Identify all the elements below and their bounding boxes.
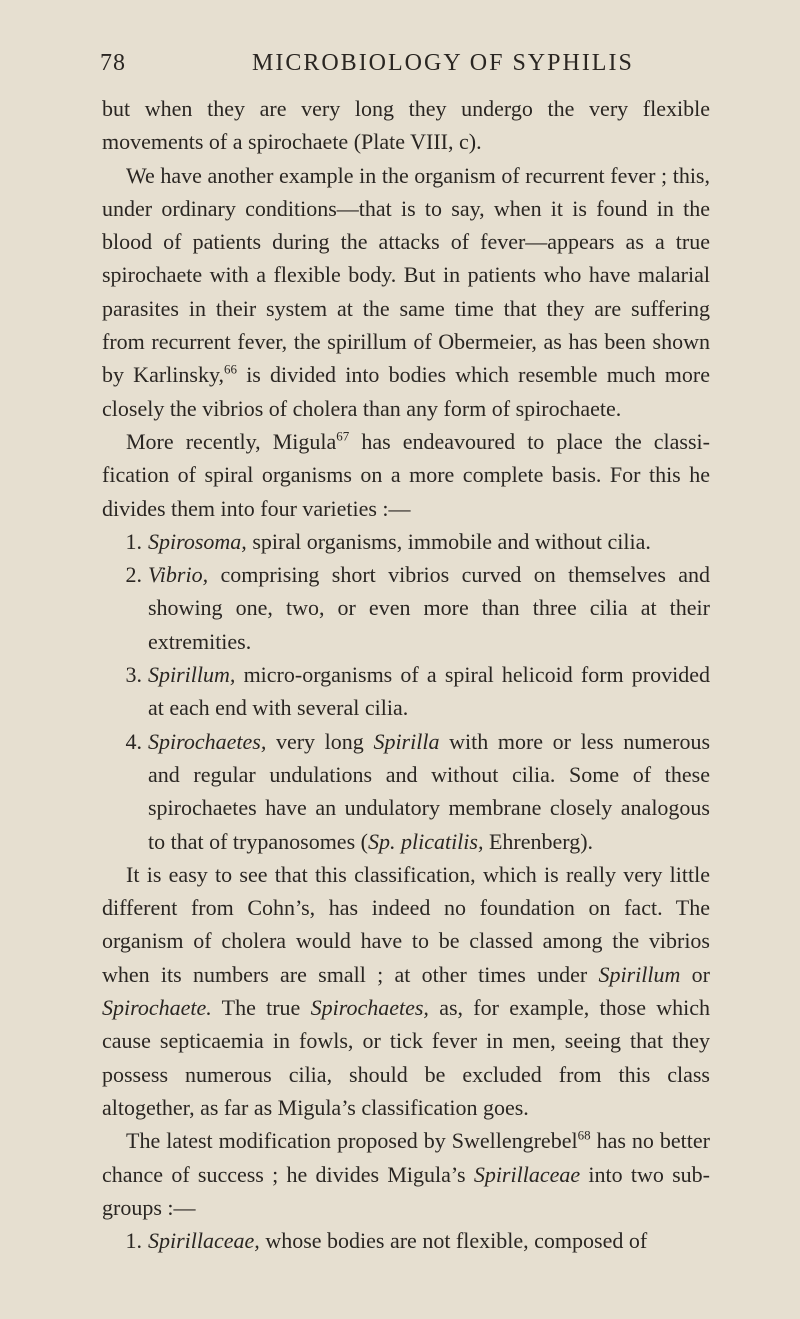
paragraph-1: but when they are very long they undergo the very flexible movements of a spirochaete (Plate VIII, c). [102, 96, 710, 155]
list-item-3: 3. Spirillum, micro-organisms of a spiral helicoid form provided at each end with several cilia. [125, 662, 710, 721]
footnote-ref-68: 68 [577, 1127, 591, 1143]
page-number: 78 [100, 50, 126, 76]
page-body [102, 92, 710, 1257]
running-head: MICROBIOLOGY OF SYPHILIS [252, 50, 634, 76]
footnote-ref-67: 67 [336, 428, 350, 444]
paragraph-4: It is easy to see that this classification, which is really very little different from Cohn’s, has indeed no foundation on fact. The organism of cholera would have to be classed among the vibrios when its numbers are small ; at other times under Spirillum or Spirochaete. The true Spirochaetes, as, for example, those which cause septicaemia in fowls, or tick fever in men, seeing that they possess numerous cilia, should be excluded from this class altogether, as far as Migula’s classification goes. [102, 861, 711, 1120]
list-item-2: 2. Vibrio, comprising short vibrios curved on themselves and showing one, two, or even more than three cilia at their extremities. [125, 562, 710, 654]
list-item-1: 1. Spirosoma, spiral organisms, immobile and without cilia. [125, 528, 651, 554]
paragraph-5: The latest modification proposed by Swellengrebel$^{68}$ has no better chance of success ; he divides Migula’s Spirillaceae into two sub-groups :— [102, 1127, 711, 1220]
page-header [102, 50, 710, 90]
sub-group-item-1: 1. Spirillaceae, whose bodies are not flexible, composed of [125, 1228, 648, 1254]
paragraph-3: More recently, Migula$^{67}$ has endeavoured to place the classification of spiral organisms on a more complete basis. For this he divides them into four varieties :— [102, 428, 710, 521]
paragraph-2: We have another example in the organism of recurrent fever ; this, under ordinary conditions—that is to say, when it is found in the blood of patients during the attacks of fever—appears as a true spirochaete with a flexible body. But in patients who have malarial parasites in their system at the same time that they are suffering from recurrent fever, the spirillum of Obermeier, as has been shown by Karlinsky,$^{66}$ is divided into bodies which resemble much more closely the vibrios of cholera than any form of spirochaete. [102, 162, 710, 421]
footnote-ref-66: 66 [224, 362, 238, 378]
list-item-4: 4. Spirochaetes, very long Spirilla with more or less numerous and regular undulations and without cilia. Some of these spirochaetes have an undulatory membrane closely analogous to that of trypanosomes (Sp. plicatilis, Ehrenberg). [125, 728, 711, 854]
